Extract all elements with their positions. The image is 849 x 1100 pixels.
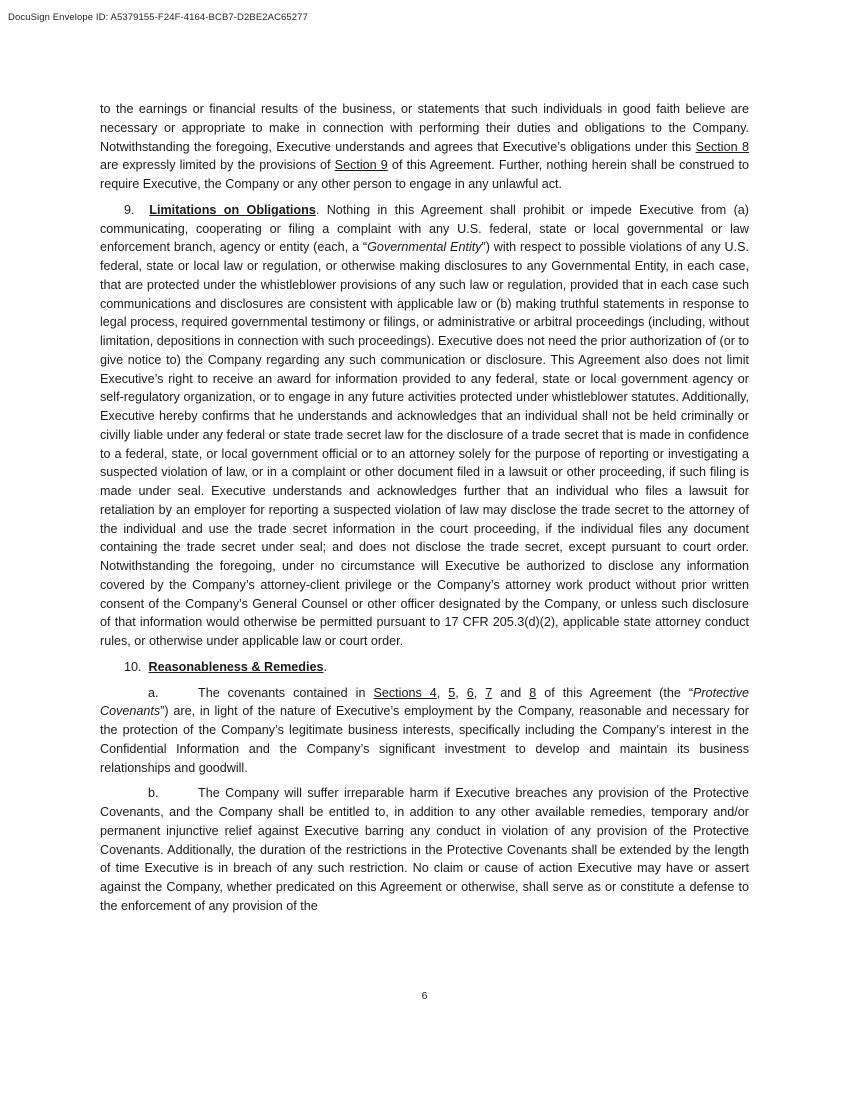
section-10a-paragraph: a. The covenants contained in Sections 4, 5, 6, 7 and 8 of this Agreement (the “Protective Covenants”) are, in light of the nature of Executive’s employment by the Company, reasonable and necessary for the protection of the Company’s legitimate business interests, specifically including the Company’s interest in the Confidential Information and the Company’s significant investment to develop and maintain its business relationships and goodwill. xyxy=(100,685,750,775)
subsection-label: b. xyxy=(148,786,159,801)
section-ref: Section 9 xyxy=(334,158,388,173)
page-number: 6 xyxy=(421,990,428,1002)
defined-term: Governmental Entity xyxy=(367,240,482,255)
section-ref: 8 xyxy=(529,685,537,700)
section-9-paragraph: 9. Limitations on Obligations. Nothing in this Agreement shall prohibit or impede Executive from (a) communicating, cooperating or filing a complaint with any U.S. federal, state or local governmental or law enforcement branch, agency or entity (each, a “Governmental Entity”) with respect to possible violations of any U.S. federal, state or local law or regulation, or otherwise making disclosures to any Governmental Entity, in each case, that are protected under the whistleblower provisions of any such law or regulation, provided that in each case such communications and disclosures are consistent with applicable law or (b) making truthful statements in response to legal process, required governmental testimony or filings, or administrative or arbitral proceedings (including, without limitation, depositions in connection with such proceedings). Executive does not need the prior authorization of (or to give notice to) the Company regarding any such communication or disclosure. This Agreement also does not limit Executive’s right to receive an award for information provided to any federal, state or local government agency or self-regulatory organization, or to engage in any future activities protected under whistleblower statutes. Additionally, Executive hereby confirms that he understands and acknowledges that an individual shall not be held criminally or civilly liable under any federal or state trade secret law for the disclosure of a trade secret that is made in confidence to a federal, state, or local government official or to an attorney solely for the purpose of reporting or investigating a suspected violation of law, or in a complaint or other document filed in a lawsuit or other proceeding, if such filing is made under seal. Executive understands and acknowledges further that an individual who files a lawsuit for retaliation by an employer for reporting a suspected violation of law may disclose the trade secret to the attorney of the individual and use the trade secret information in the court proceeding, if the individual files any document containing the trade secret under seal; and does not disclose the trade secret, except pursuant to court order. Notwithstanding the foregoing, under no circumstance will Executive be authorized to disclose any information covered by the Company’s attorney-client privilege or the Company’s attorney work product without prior written consent of the Company’s General Counsel or other officer designated by the Company, or unless such disclosure of that information would otherwise be permitted pursuant to 17 CFR 205.3(d)(2), applicable state attorney conduct rules, or otherwise under applicable law or court order. xyxy=(100,202,749,648)
document-body xyxy=(100,100,749,916)
section-10b-paragraph: b. The Company will suffer irreparable harm if Executive breaches any provision of the Protective Covenants, and the Company shall be entitled to, in addition to any other available remedies, temporary and/or permanent injunctive relief against Executive barring any conduct in violation of any provision of the Protective Covenants. Additionally, the duration of the restrictions in the Protective Covenants shall be extended by the length of time Executive is in breach of any such restriction. No claim or cause of action Executive may have or assert against the Company, whether predicated on this Agreement or otherwise, shall serve as or constitute a defense to the enforcement of any provision of the xyxy=(100,786,749,913)
paragraph-continuation: to the earnings or financial results of the business, or statements that such individuals in good faith believe are necessary or appropriate to make in connection with performing their duties and obligations to the Company. Notwithstanding the foregoing, Executive understands and agrees that Executive’s obligations under this Section 8 are expressly limited by the provisions of Section 9 of this Agreement. Further, nothing herein shall be construed to require Executive, the Company or any other person to engage in any unlawful act. xyxy=(100,102,749,191)
section-10-heading-line: 10. Reasonableness & Remedies. xyxy=(124,659,328,674)
section-heading: Limitations on Obligations xyxy=(149,202,316,217)
section-ref: 6 xyxy=(466,685,474,700)
section-ref: Sections 4 xyxy=(373,685,437,700)
section-ref: Section 8 xyxy=(695,139,749,154)
section-heading: Reasonableness & Remedies xyxy=(148,659,324,674)
docusign-envelope-id: DocuSign Envelope ID: A5379155-F24F-4164-BCB7-D2BE2AC65277 xyxy=(8,12,308,23)
defined-term: Protective Covenants xyxy=(100,685,750,719)
section-ref: 5 xyxy=(448,685,456,700)
subsection-label: a. xyxy=(148,685,159,700)
section-number: 9. xyxy=(124,202,135,217)
section-number: 10. xyxy=(124,659,142,674)
section-ref: 7 xyxy=(485,685,493,700)
